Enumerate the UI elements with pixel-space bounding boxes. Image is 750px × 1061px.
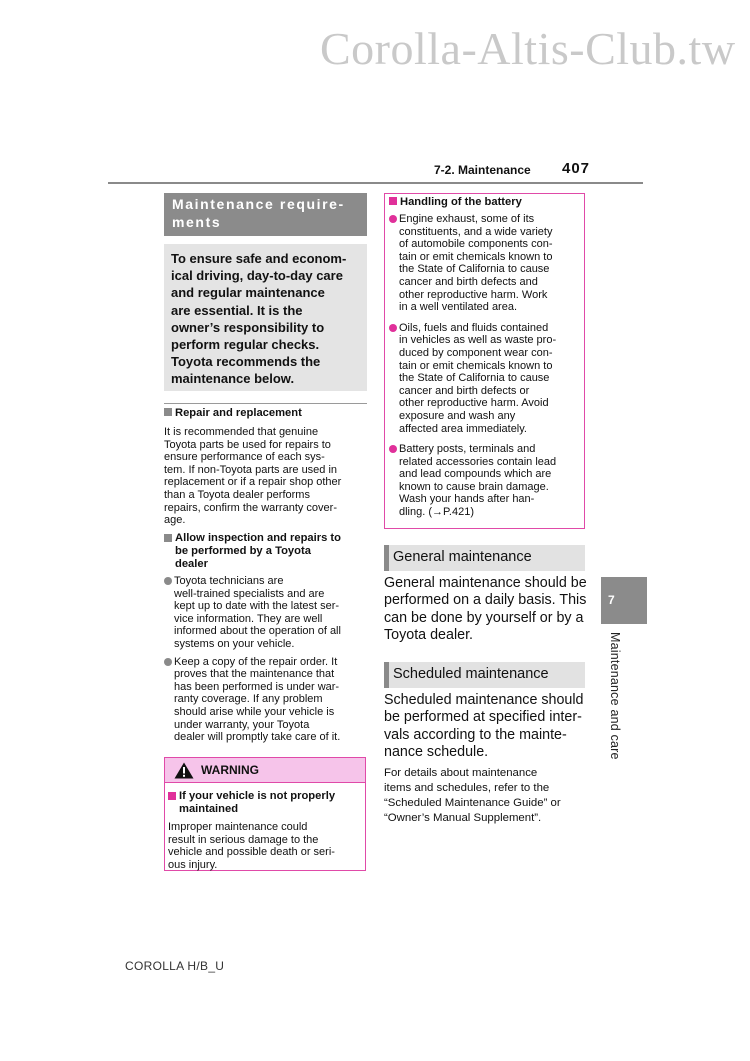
warning-triangle-icon <box>174 762 194 779</box>
text-line: ous injury. <box>168 858 218 871</box>
text-line: the State of California to cause <box>399 263 550 276</box>
intro-line: ical driving, day-to-day care <box>171 268 343 284</box>
text-line: other reproductive harm. Avoid <box>399 397 549 410</box>
bullet-item <box>389 213 580 314</box>
text-line: nance schedule. <box>384 743 489 760</box>
text-line: exposure and wash any <box>399 409 516 422</box>
bullet-item <box>389 322 580 435</box>
warning-box <box>164 757 366 871</box>
intro-line: Toyota recommends the <box>171 354 321 370</box>
warning-content <box>165 783 365 871</box>
text-line: tain or emit chemicals known to <box>399 250 553 263</box>
text-line: the State of California to cause <box>399 372 550 385</box>
intro-line: are essential. It is the <box>171 302 303 318</box>
section-title-text: Maintenance require- ments <box>172 196 345 230</box>
bullet-dot-icon <box>389 324 397 332</box>
general-maintenance-body <box>384 575 589 644</box>
text-line: tain or emit chemicals known to <box>399 359 553 372</box>
text-line: in vehicles as well as waste pro- <box>399 334 557 347</box>
inspection-heading <box>164 532 368 571</box>
intro-line: owner’s responsibility to <box>171 319 325 335</box>
text-line: tem. If non-Toyota parts are used in <box>164 463 338 476</box>
chapter-number: 7 <box>608 593 615 607</box>
section-header: 7-2. Maintenance <box>434 163 531 177</box>
text-line: Engine exhaust, some of its <box>399 213 535 225</box>
repair-body <box>164 426 368 527</box>
repair-section <box>164 407 368 527</box>
text-line: related accessories contain lead <box>399 455 557 468</box>
text-line: be performed at specified inter- <box>384 709 582 726</box>
bullet-dot-icon <box>164 577 172 585</box>
text-line: should arise while your vehicle is <box>174 705 335 718</box>
text-line: Wash your hands after han- <box>399 493 535 506</box>
text-line: be performed by a Toyota <box>175 545 311 557</box>
text-line: result in serious damage to the <box>168 833 319 846</box>
heading-text: General maintenance <box>393 549 532 565</box>
scheduled-maintenance-body <box>384 692 589 761</box>
battery-heading-text: Handling of the battery <box>400 196 522 208</box>
text-line: ensure performance of each sys- <box>164 451 325 464</box>
warning-header <box>165 758 365 783</box>
bullet-dot-icon <box>389 215 397 223</box>
chapter-tab <box>601 577 647 624</box>
intro-line: and regular maintenance <box>171 285 325 301</box>
text-line: systems on your vehicle. <box>174 637 295 650</box>
bullet-dot-icon <box>389 445 397 453</box>
warning-heading <box>168 790 361 816</box>
bullet-item <box>164 575 368 651</box>
repair-heading-text: Repair and replacement <box>175 407 302 419</box>
text-line: Toyota dealer. <box>384 626 474 643</box>
text-line: dealer will promptly take care of it. <box>174 731 341 744</box>
text-line: Toyota parts be used for repairs to <box>164 438 331 451</box>
text-line: ranty coverage. If any problem <box>174 693 323 706</box>
text-line: performed on a daily basis. This <box>384 592 587 609</box>
text-line: duced by component wear con- <box>399 346 553 359</box>
text-line: items and schedules, refer to the <box>384 782 550 794</box>
text-line: under warranty, your Toyota <box>174 718 310 731</box>
text-line: constituents, and a wide variety <box>399 225 553 238</box>
text-line: of automobile components con- <box>399 238 553 251</box>
text-line: vehicle and possible death or seri- <box>168 846 335 859</box>
text-line: and lead compounds which are <box>399 468 552 481</box>
text-line: Battery posts, terminals and <box>399 443 536 456</box>
square-bullet-icon <box>164 408 172 416</box>
text-line: other reproductive harm. Work <box>399 288 548 301</box>
text-line: vice information. They are well <box>174 612 323 625</box>
text-line: proves that the maintenance that <box>174 668 335 681</box>
bullet-dot-icon <box>164 658 172 666</box>
intro-box <box>164 244 367 391</box>
text-line: Improper maintenance could <box>168 821 308 833</box>
warning-body <box>168 821 361 871</box>
battery-caution-box <box>384 193 585 529</box>
text-line: maintained <box>179 803 239 815</box>
text-line: in a well ventilated area. <box>399 301 518 314</box>
text-line: has been performed is under war- <box>174 680 340 693</box>
text-line: than a Toyota dealer performs <box>164 488 310 501</box>
warning-label: WARNING <box>201 763 259 777</box>
text-line: dling. (→P.421) <box>399 506 475 519</box>
scheduled-details <box>384 766 589 826</box>
text-line: If your vehicle is not properly <box>179 790 336 802</box>
general-maintenance-heading <box>384 545 585 571</box>
text-line: vals according to the mainte- <box>384 726 567 743</box>
text-line: kept up to date with the latest ser- <box>174 600 340 613</box>
text-line: well-trained specialists and are <box>174 587 325 600</box>
text-line: informed about the operation of all <box>174 625 341 638</box>
text-line: It is recommended that genuine <box>164 426 319 438</box>
text-line: repairs, confirm the warranty cover- <box>164 501 337 514</box>
repair-heading <box>164 407 368 420</box>
text-line: age. <box>164 514 186 527</box>
text-line: cancer and birth defects or <box>399 384 530 397</box>
bullet-item <box>389 443 580 519</box>
text-line: Scheduled maintenance should <box>384 692 584 708</box>
text-line: “Scheduled Maintenance Guide” or <box>384 797 561 809</box>
intro-line: To ensure safe and econom- <box>171 251 347 266</box>
text-line: dealer <box>175 558 208 570</box>
text-line: replacement or if a repair shop other <box>164 476 342 489</box>
footer-model: COROLLA H/B_U <box>125 959 225 973</box>
text-line: can be done by yourself or by a <box>384 609 584 626</box>
chapter-label: Maintenance and care <box>608 632 622 760</box>
intro-line: perform regular checks. <box>171 337 320 353</box>
square-bullet-icon <box>168 792 176 800</box>
text-line: cancer and birth defects and <box>399 275 538 288</box>
text-line: Oils, fuels and fluids contained <box>399 321 549 334</box>
text-line: For details about maintenance <box>384 767 538 779</box>
text-line: Toyota technicians are <box>174 575 284 587</box>
text-line: General maintenance should be <box>384 575 587 591</box>
square-bullet-icon <box>389 197 397 205</box>
square-bullet-icon <box>164 534 172 542</box>
section-title <box>164 193 367 236</box>
text-line: known to cause brain damage. <box>399 480 549 493</box>
text-line: Keep a copy of the repair order. It <box>174 655 338 668</box>
battery-heading <box>389 196 580 209</box>
scheduled-maintenance-heading <box>384 662 585 688</box>
text-line: Allow inspection and repairs to <box>175 532 341 544</box>
page-number: 407 <box>562 160 591 177</box>
inspection-section <box>164 532 368 744</box>
text-line: affected area immediately. <box>399 422 527 435</box>
header-rule <box>108 182 643 184</box>
bullet-item <box>164 656 368 744</box>
intro-line: maintenance below. <box>171 371 295 387</box>
text-line: “Owner’s Manual Supplement”. <box>384 812 542 824</box>
watermark: Corolla-Altis-Club.tw <box>320 23 736 74</box>
heading-text: Scheduled maintenance <box>393 666 549 682</box>
divider <box>164 403 367 404</box>
